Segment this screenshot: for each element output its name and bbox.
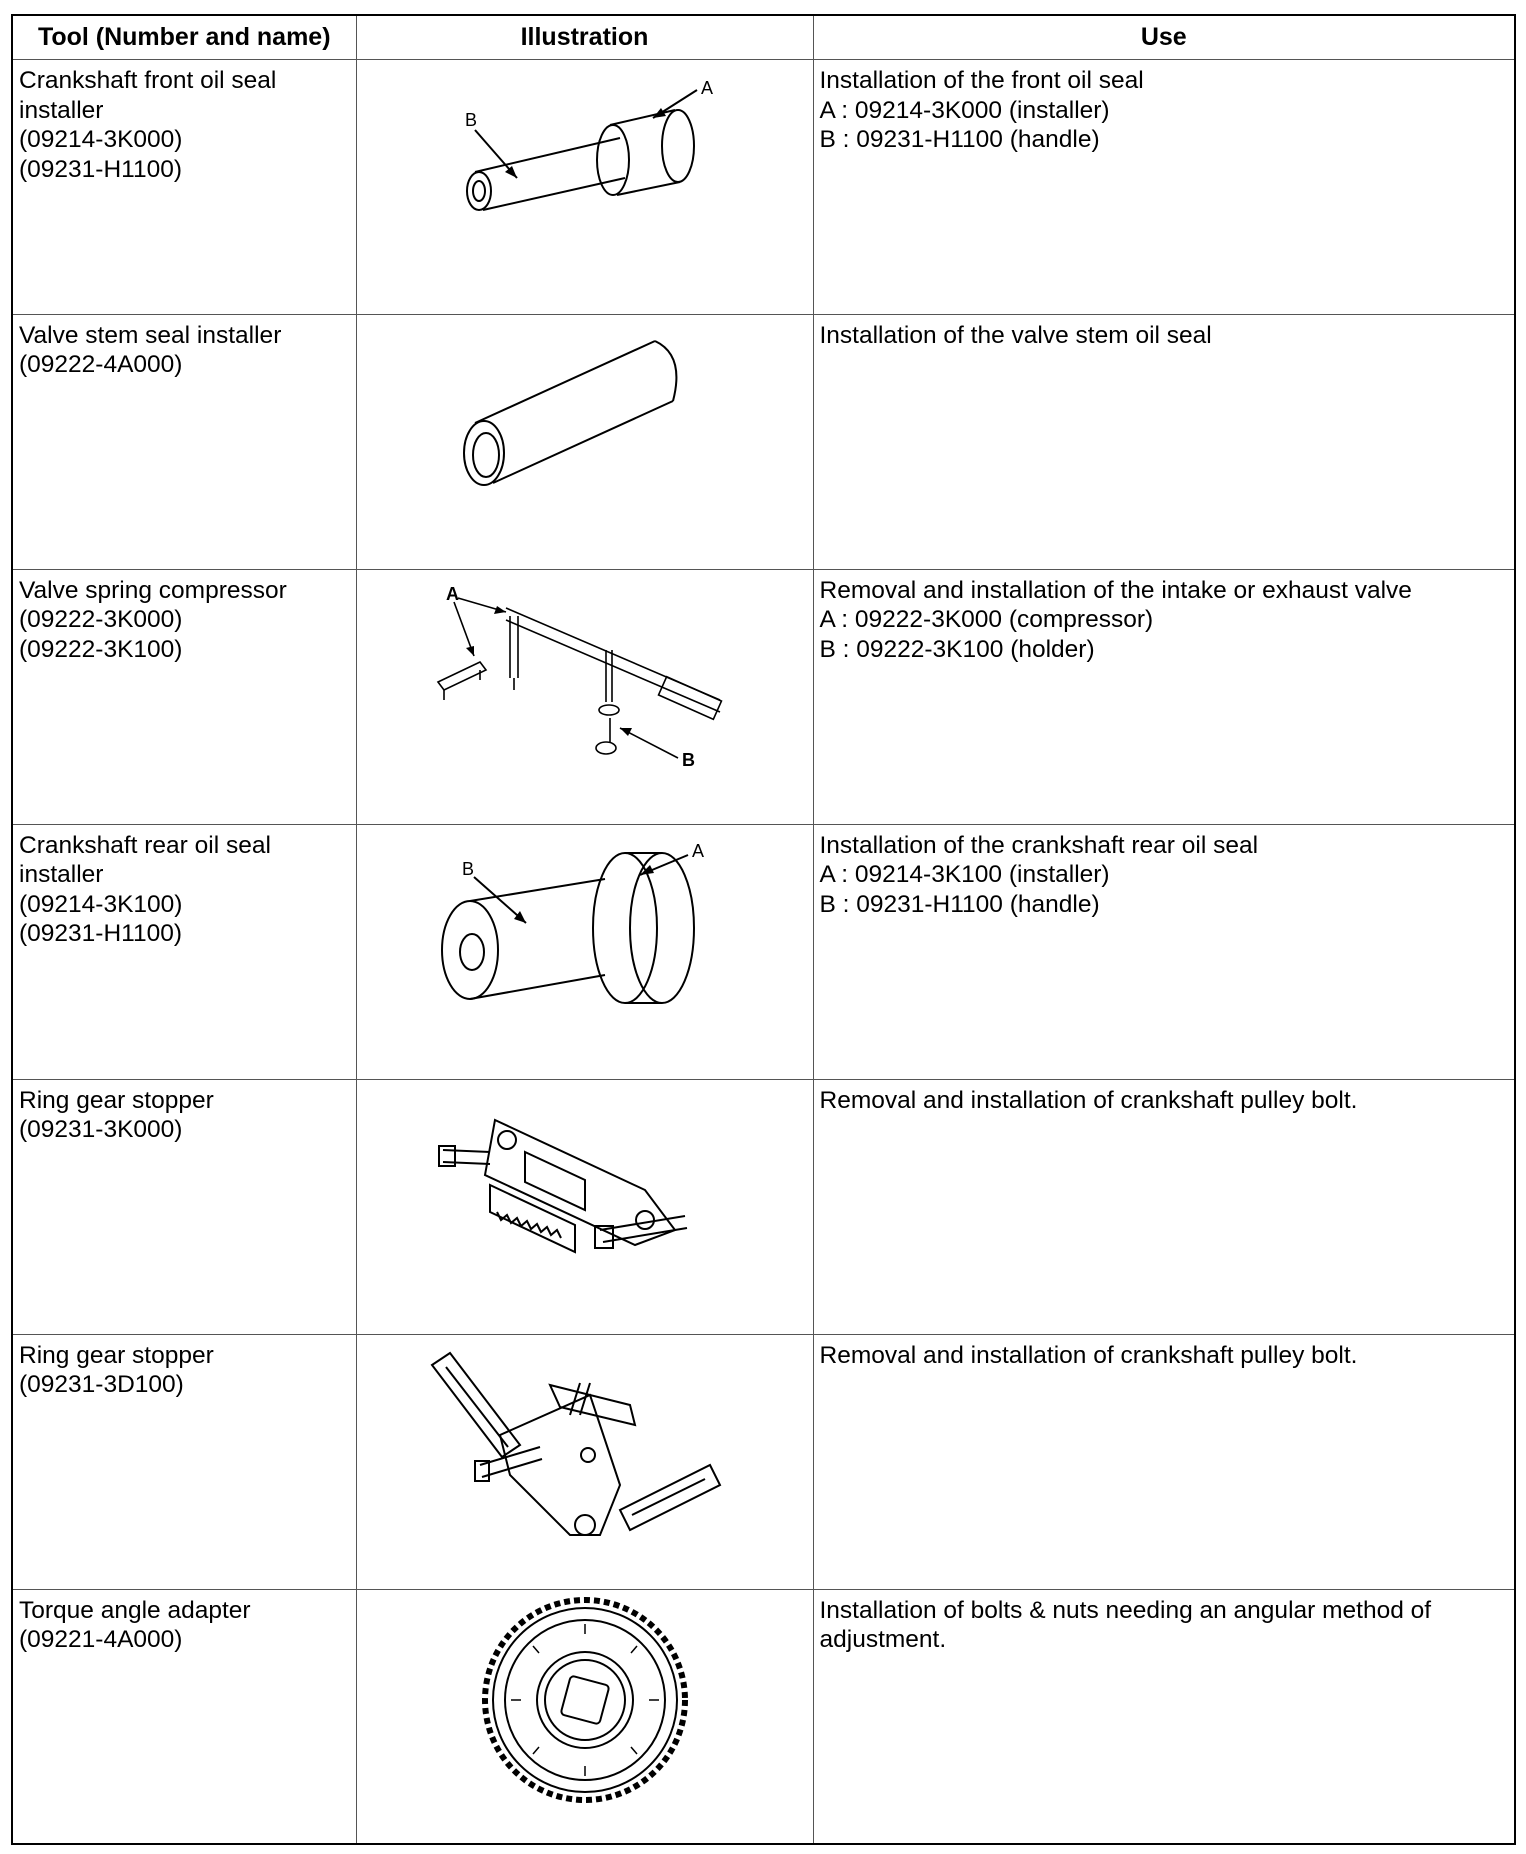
callout-label: A — [700, 78, 713, 98]
callout-label: B — [464, 110, 477, 130]
table-row — [12, 569, 1515, 824]
tool-name-cell — [12, 1334, 356, 1589]
tool-number: (09231-H1100) — [19, 920, 182, 948]
use-description: Installation of bolts & nuts needing an angular method of — [819, 1596, 1432, 1624]
tool-number: (09221-4A000) — [19, 1626, 183, 1654]
tool-name-cell — [12, 824, 356, 1079]
use-cell — [813, 569, 1515, 824]
illustration-cell — [356, 824, 813, 1079]
use-detail: B : 09231-H1100 (handle) — [819, 890, 1100, 918]
column-header-tool: Tool (Number and name) — [12, 15, 356, 60]
tool-name-line: Crankshaft front oil seal — [19, 67, 277, 94]
use-description: Installation of the valve stem oil seal — [819, 321, 1212, 349]
illustration-cell — [356, 314, 813, 569]
illustration-cell — [356, 1589, 813, 1844]
table-row — [12, 60, 1515, 315]
tool-name-cell — [12, 569, 356, 824]
use-detail: B : 09231-H1100 (handle) — [819, 126, 1100, 153]
use-cell — [813, 1589, 1515, 1844]
use-detail: A : 09214-3K000 (installer) — [819, 96, 1110, 124]
tool-name-cell — [12, 1589, 356, 1844]
tool-number: (09231-H1100) — [19, 155, 182, 183]
use-description: Removal and installation of the intake or exhaust valve — [819, 576, 1412, 604]
callout-label: A — [445, 583, 459, 604]
illustration-cell — [356, 1334, 813, 1589]
use-description: Installation of the front oil seal — [819, 67, 1144, 94]
tool-name-line: installer — [19, 861, 104, 889]
tool-number: (09222-4A000) — [19, 351, 183, 379]
tool-number: (09222-3K100) — [19, 635, 183, 663]
use-description: Installation of the crankshaft rear oil seal — [819, 831, 1259, 859]
tool-name-line: Crankshaft rear oil seal — [19, 831, 271, 859]
column-header-illustration: Illustration — [356, 15, 813, 60]
illustration-cell — [356, 1079, 813, 1334]
tool-number: (09222-3K000) — [19, 606, 183, 634]
use-cell — [813, 60, 1515, 315]
use-description: adjustment. — [819, 1626, 947, 1654]
illustration-cell — [356, 569, 813, 824]
tool-name-cell — [12, 60, 356, 315]
special-tools-table — [11, 14, 1516, 1845]
use-cell — [813, 1334, 1515, 1589]
table-row — [12, 824, 1515, 1079]
tool-name-line: Ring gear stopper — [19, 1086, 214, 1114]
front-oil-seal-installer-illustration — [435, 60, 735, 250]
rear-oil-seal-installer-illustration — [430, 825, 740, 1025]
table-row — [12, 1589, 1515, 1844]
tool-number: (09214-3K100) — [19, 890, 183, 918]
tool-number: (09231-3K000) — [19, 1116, 183, 1144]
column-header-use: Use — [813, 15, 1515, 60]
table-row — [12, 1079, 1515, 1334]
callout-label: A — [691, 840, 704, 861]
ring-gear-stopper-illustration — [435, 1080, 735, 1270]
tool-name-cell — [12, 1079, 356, 1334]
illustration-cell — [356, 60, 813, 315]
tool-name-line: Valve stem seal installer — [19, 321, 282, 349]
valve-stem-seal-installer-illustration — [435, 315, 735, 505]
torque-angle-adapter-illustration — [475, 1590, 695, 1810]
use-detail: B : 09222-3K100 (holder) — [819, 635, 1095, 663]
tool-name-line: installer — [19, 96, 104, 124]
tool-number: (09214-3K000) — [19, 126, 183, 153]
callout-label: B — [681, 749, 695, 770]
use-detail: A : 09222-3K000 (compressor) — [819, 606, 1154, 634]
table-header-row — [12, 15, 1515, 60]
table-row — [12, 314, 1515, 569]
tool-name-line: Ring gear stopper — [19, 1341, 214, 1369]
table-row — [12, 1334, 1515, 1589]
use-description: Removal and installation of crankshaft pulley bolt. — [819, 1086, 1358, 1114]
valve-spring-compressor-illustration — [410, 570, 760, 785]
tool-name-cell — [12, 314, 356, 569]
tool-name-line: Valve spring compressor — [19, 576, 287, 604]
callout-label: B — [461, 858, 474, 879]
use-cell — [813, 314, 1515, 569]
use-description: Removal and installation of crankshaft pulley bolt. — [819, 1341, 1358, 1369]
tool-number: (09231-3D100) — [19, 1371, 184, 1399]
ring-gear-stopper-adjustable-illustration — [420, 1335, 750, 1550]
use-detail: A : 09214-3K100 (installer) — [819, 861, 1110, 889]
tool-name-line: Torque angle adapter — [19, 1596, 251, 1624]
use-cell — [813, 824, 1515, 1079]
use-cell — [813, 1079, 1515, 1334]
